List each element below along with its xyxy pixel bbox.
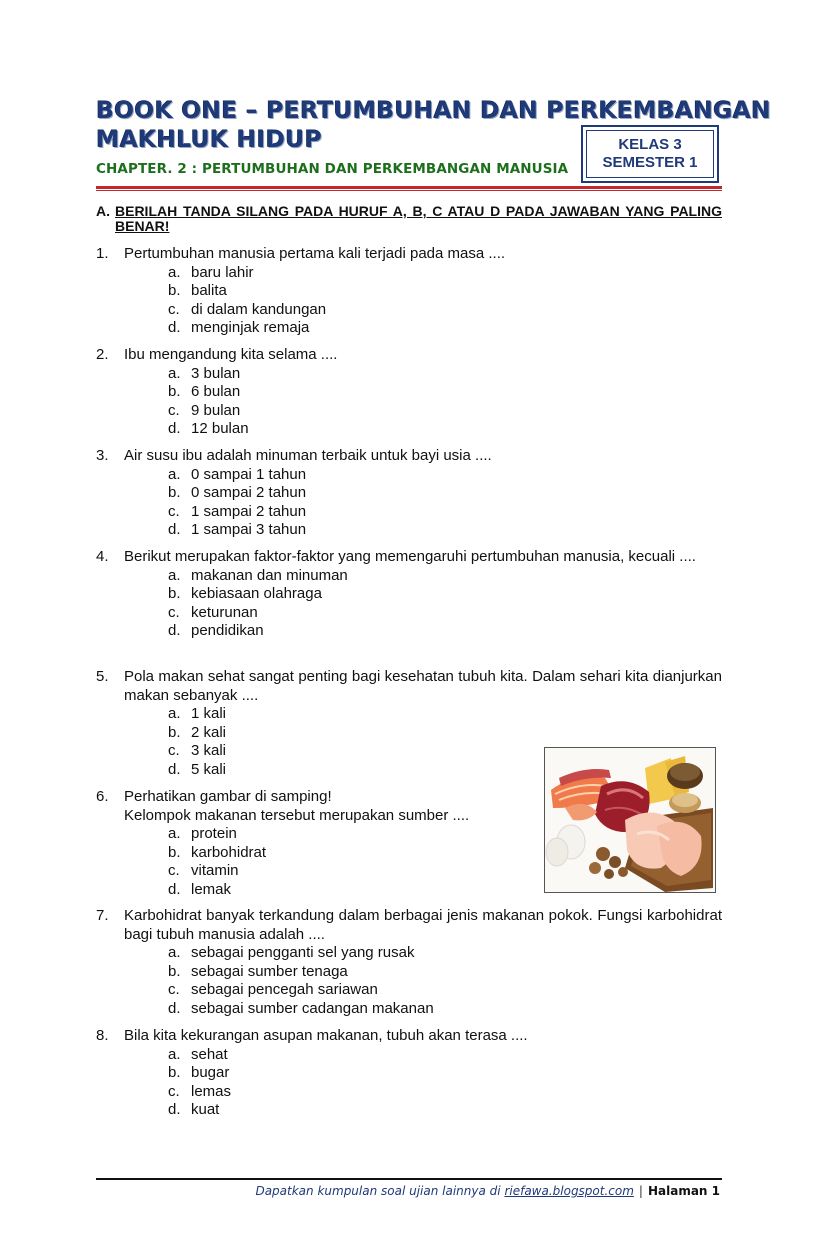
semester-label: SEMESTER 1 — [602, 154, 698, 171]
question-3 — [96, 447, 722, 540]
header-divider-thin — [96, 190, 722, 191]
question-text: Air susu ibu adalah minuman terbaik untuk bayi usia .... — [124, 447, 492, 464]
class-semester-box — [581, 125, 719, 183]
option-d[interactable]: d. menginjak remaja — [168, 319, 310, 336]
question-text: Perhatikan gambar di samping! — [124, 788, 332, 805]
question-1 — [96, 245, 722, 338]
question-number: 5. — [96, 668, 109, 685]
question-text: Pertumbuhan manusia pertama kali terjadi pada masa .... — [124, 245, 506, 262]
option-d[interactable]: d. 1 sampai 3 tahun — [168, 521, 307, 538]
option-list — [168, 1046, 722, 1120]
page-number: Halaman 1 — [647, 1184, 720, 1198]
question-number: 1. — [96, 245, 109, 262]
option-a[interactable]: a. 3 bulan — [168, 364, 241, 382]
question-7 — [96, 907, 722, 1018]
question-text: Berikut merupakan faktor-faktor yang memengaruhi pertumbuhan manusia, kecuali .... — [124, 548, 696, 565]
option-c[interactable]: c. keturunan — [168, 603, 258, 621]
question-text-2: Kelompok makanan tersebut merupakan sumber .... — [124, 806, 470, 824]
header-divider — [96, 186, 722, 189]
option-b[interactable]: b. balita — [168, 282, 227, 299]
option-d[interactable]: d. kuat — [168, 1101, 220, 1118]
question-8 — [96, 1027, 722, 1120]
option-b[interactable]: b. 6 bulan — [168, 383, 241, 400]
question-text: Ibu mengandung kita selama .... — [124, 346, 338, 363]
question-number: 3. — [96, 447, 109, 464]
option-list — [168, 365, 722, 439]
footer-blog-link[interactable]: riefawa.blogspot.com — [504, 1184, 634, 1198]
class-label: KELAS 3 — [618, 136, 682, 153]
option-c[interactable]: c. vitamin — [168, 862, 239, 879]
option-c[interactable]: c. 1 sampai 2 tahun — [168, 502, 307, 520]
question-number: 8. — [96, 1027, 109, 1044]
section-letter: A. — [96, 203, 110, 219]
title-line-2: MAKHLUK HIDUP — [96, 125, 322, 153]
option-b[interactable]: b. kebiasaan olahraga — [168, 585, 322, 602]
option-a[interactable]: a. protein — [168, 825, 237, 842]
option-a[interactable]: a. sehat — [168, 1045, 228, 1063]
option-d[interactable]: d. 5 kali — [168, 760, 227, 778]
protein-food-image — [544, 747, 716, 893]
footer-divider — [96, 1178, 722, 1180]
chapter-subtitle: CHAPTER. 2 : PERTUMBUHAN DAN PERKEMBANGAN MANUSIA — [96, 161, 569, 177]
option-b[interactable]: b. sebagai sumber tenaga — [168, 962, 348, 980]
option-b[interactable]: b. 0 sampai 2 tahun — [168, 484, 307, 501]
question-number: 2. — [96, 346, 109, 363]
option-c[interactable]: c. di dalam kandungan — [168, 300, 327, 318]
option-c[interactable]: c. 9 bulan — [168, 401, 241, 419]
option-b[interactable]: b. bugar — [168, 1064, 230, 1081]
page-footer — [255, 1184, 720, 1198]
option-list — [168, 944, 722, 1018]
option-c[interactable]: c. lemas — [168, 1082, 232, 1100]
question-text: Karbohidrat banyak terkandung dalam berbagai jenis makanan pokok. Fungsi karbohidrat bagi tubuh manusia adalah .... — [124, 907, 722, 943]
question-4 — [96, 548, 722, 641]
option-d[interactable]: d. lemak — [168, 880, 232, 898]
footer-promo-text: Dapatkan kumpulan soal ujian lainnya di — [255, 1184, 505, 1198]
option-list — [168, 466, 722, 540]
question-number: 6. — [96, 788, 109, 805]
option-a[interactable]: a. 0 sampai 1 tahun — [168, 465, 307, 483]
option-list — [168, 567, 722, 641]
option-b[interactable]: b. 2 kali — [168, 723, 227, 741]
question-2 — [96, 346, 722, 439]
option-d[interactable]: d. 12 bulan — [168, 420, 249, 437]
option-d[interactable]: d. sebagai sumber cadangan makanan — [168, 999, 434, 1017]
question-number: 4. — [96, 548, 109, 565]
option-b[interactable]: b. karbohidrat — [168, 843, 267, 861]
option-d[interactable]: d. pendidikan — [168, 622, 264, 639]
section-instruction — [96, 204, 722, 234]
option-c[interactable]: c. 3 kali — [168, 742, 227, 759]
option-a[interactable]: a. 1 kali — [168, 705, 227, 722]
title-line-1: BOOK ONE – PERTUMBUHAN DAN PERKEMBANGAN — [96, 96, 771, 124]
question-number: 7. — [96, 907, 109, 924]
option-a[interactable]: a. makanan dan minuman — [168, 566, 348, 584]
question-text: Pola makan sehat sangat penting bagi kesehatan tubuh kita. Dalam sehari kita dianjurkan makan sebanyak .... — [124, 668, 722, 704]
option-a[interactable]: a. sebagai pengganti sel yang rusak — [168, 944, 415, 961]
question-text: Bila kita kekurangan asupan makanan, tubuh akan terasa .... — [124, 1027, 528, 1044]
footer-separator: | — [638, 1184, 643, 1198]
option-c[interactable]: c. sebagai pencegah sariawan — [168, 981, 378, 998]
option-a[interactable]: a. baru lahir — [168, 263, 254, 281]
section-instruction-text: BERILAH TANDA SILANG PADA HURUF A, B, C ATAU D PADA JAWABAN YANG PALING BENAR! — [115, 203, 722, 234]
option-list — [168, 264, 722, 338]
